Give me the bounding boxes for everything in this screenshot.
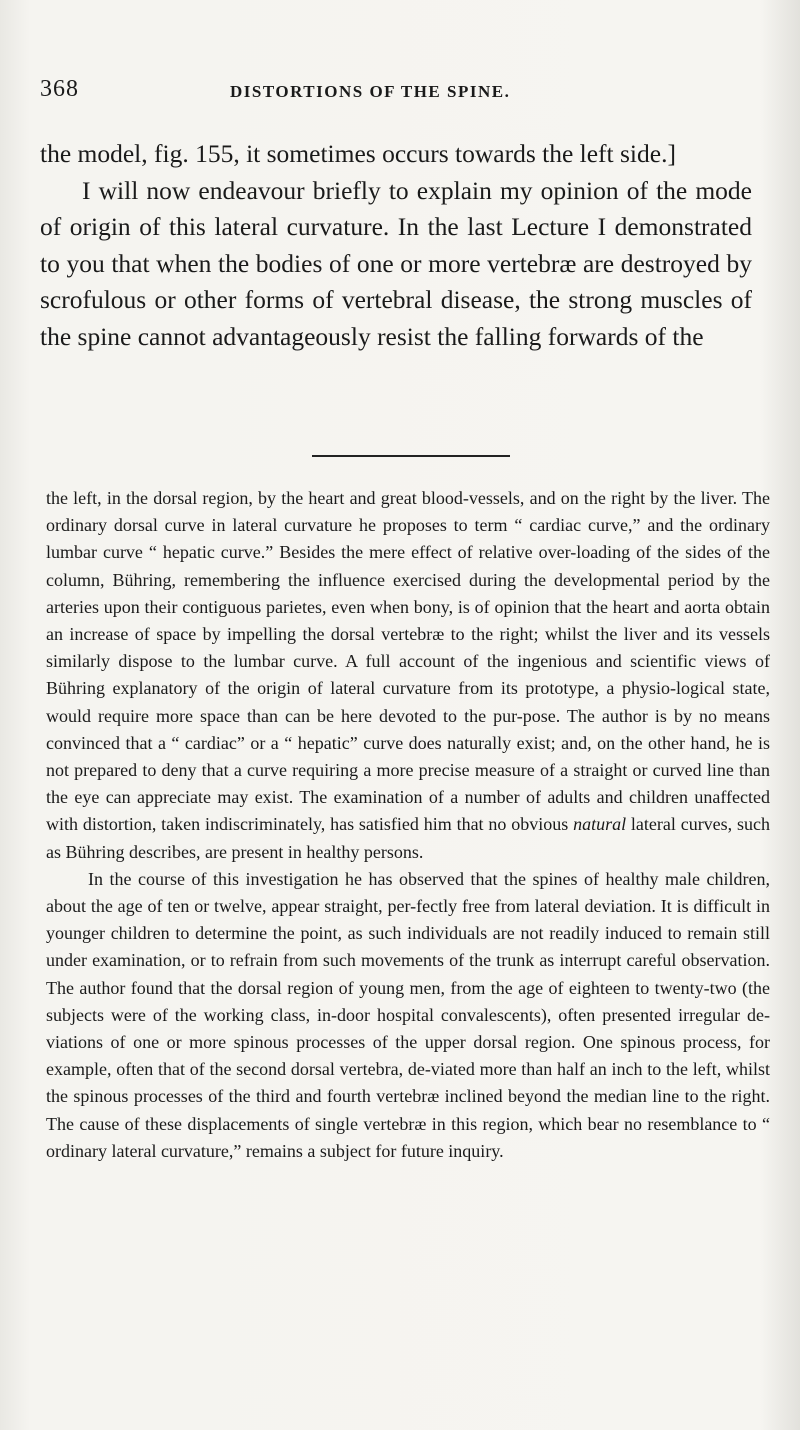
footnote-paragraph-1-part-a: the left, in the dorsal region, by the heart and great blood-vessels, and on the right by the liver. The ordinary dorsal curve in lateral curvature he proposes to term “ cardiac curve,” and the ordinary lumbar curve “ hepatic curve.” Besides the mere effect of relative over-loading of the sides of the column, Bühring, remembering the influence exercised during the developmental period by the arteries upon their contiguous parietes, even when bony, is of opinion that the heart and aorta obtain an increase of space by impelling the dorsal vertebræ to the right; whilst the liver and its vessels similarly dispose to the lumbar curve. A full account of the ingenious and scientific views of Bühring explanatory of the origin of lateral curvature from its prototype, a physio-logical state, would require more space than can be here devoted to the pur-pose. The author is by no means convinced that a “ cardiac” or a “ hepatic” curve does naturally exist; and, on the other hand, he is not prepared to deny that a curve requiring a more precise measure of a straight or curved line than the eye can appreciate may exist. The examination of a number of adults and children unaffected with distortion, taken indiscriminately, has satisfied him that no obvious xyxy=(46,488,770,835)
page-header xyxy=(40,76,760,106)
page-number: 368 xyxy=(40,76,79,102)
footnote-paragraph-2: In the course of this investigation he has observed that the spines of healthy male children, about the age of ten or twelve, appear straight, per-fectly free from lateral deviation. It is difficult in younger children to determine the point, as such individuals are not readily induced to remain still under examination, or to refrain from such movements of the trunk as interrupt careful observation. The author found that the dorsal region of young men, from the age of eighteen to twenty-two (the subjects were of the working class, in-door hospital convalescents), often presented irregular de-viations of one or more spinous processes of the upper dorsal region. One spinous process, for example, often that of the second dorsal vertebra, de-viated more than half an inch to the left, whilst the spinous processes of the third and fourth vertebræ inclined beyond the median line to the right. The cause of these displacements of single vertebræ in this region, which bear no resemblance to “ ordinary lateral curvature,” remains a subject for future inquiry. xyxy=(46,868,770,1161)
footnote-paragraph-1-part-b: lateral curves, such as Bühring describes, are present in healthy persons. xyxy=(46,814,770,862)
footnote-divider xyxy=(312,455,510,457)
footnote-italic-word: natural xyxy=(573,814,627,835)
main-body-text xyxy=(40,136,752,355)
footnote-paragraph-1 xyxy=(46,485,770,866)
main-paragraph-1: the model, fig. 155, it sometimes occurs towards the left side.] xyxy=(40,139,676,168)
running-title: DISTORTIONS OF THE SPINE. xyxy=(230,82,511,101)
footnote xyxy=(46,485,770,1165)
main-paragraph-2: I will now endeavour briefly to explain my opinion of the mode of origin of this lateral curvature. In the last Lecture I demonstrated to you that when the bodies of one or more vertebræ are destroyed by scrofulous or other forms of vertebral disease, the strong muscles of the spine cannot advantageously resist the falling forwards of the xyxy=(40,175,752,351)
